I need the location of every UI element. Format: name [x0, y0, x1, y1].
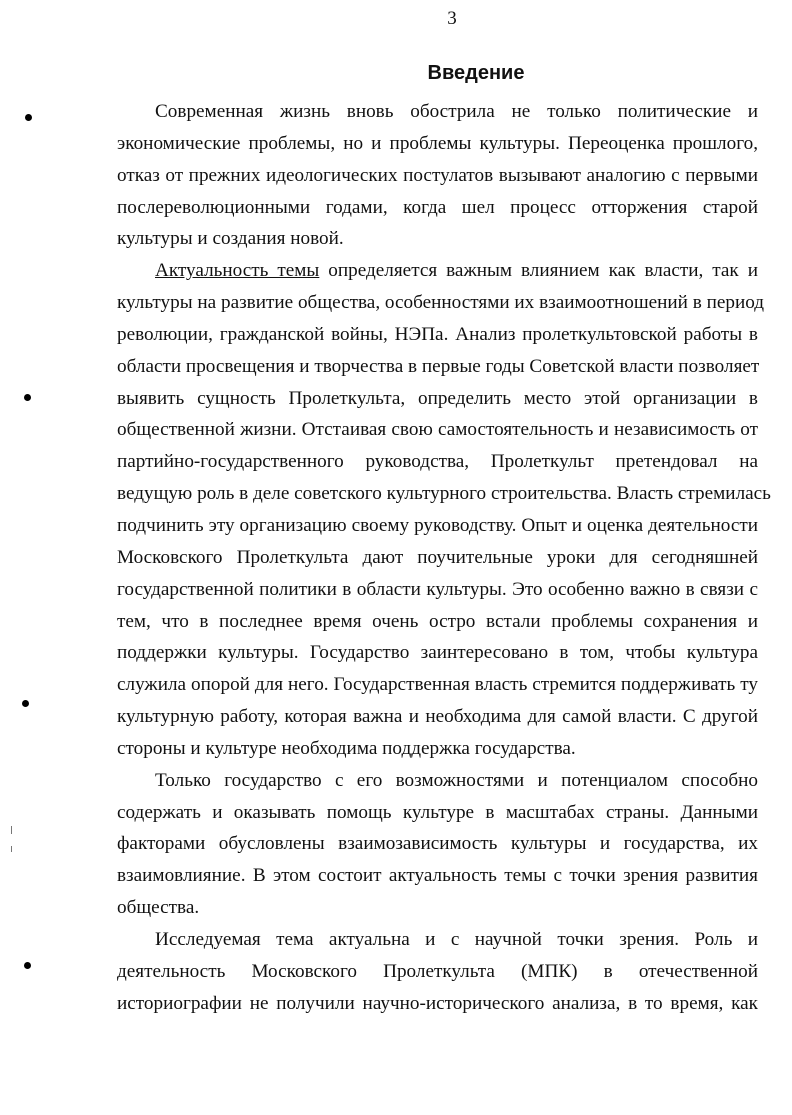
paragraph-relevance [117, 255, 771, 765]
text-line: тем, что в последнее время очень остро встали проблемы сохранения и [117, 610, 758, 632]
text-line: отказ от прежних идеологических постулатов вызывают аналогию с первыми [117, 164, 758, 186]
text-line: общества. [117, 897, 200, 919]
text-line [117, 255, 758, 287]
margin-bullet-icon [24, 962, 31, 969]
text-line: культуры на развитие общества, особенностями их взаимоотношений в период [117, 292, 765, 314]
text-line: государственной политики в области культуры. Это особенно важно в связи с [117, 578, 758, 600]
text-line: области просвещения и творчества в первые годы Советской власти позволяет [117, 355, 760, 377]
page-heading: Введение [427, 62, 525, 84]
paragraph-scientific [117, 924, 758, 1020]
paragraph-state-role [117, 765, 758, 924]
text-line: содержать и оказывать помощь культуре в масштабах страны. Данными [117, 801, 758, 823]
text-line: Современная жизнь вновь обострила не только политические и [155, 101, 758, 122]
text-line: поддержки культуры. Государство заинтересовано в том, чтобы культура [117, 642, 758, 664]
text-line: факторами обусловлены взаимозависимость культуры и государства, их [117, 833, 758, 855]
text-line: послереволюционными годами, когда шел процесс отторжения старой [117, 196, 758, 218]
text-line: экономические проблемы, но и проблемы культуры. Переоценка прошлого, [117, 132, 758, 154]
text-line: деятельность Московского Пролеткульта (МПК) в отечественной [117, 960, 758, 982]
text-line: взаимовлияние. В этом состоит актуальность темы с точки зрения развития [117, 865, 758, 887]
text-fragment: определяется важным влиянием как власти, так и [319, 260, 758, 282]
text-line: служила опорой для него. Государственная власть стремится поддерживать ту [117, 674, 758, 696]
text-line: революции, гражданской войны, НЭПа. Анализ пролеткультовской работы в [117, 323, 758, 345]
text-line: общественной жизни. Отстаивая свою самостоятельность и независимость от [117, 419, 758, 441]
text-line: Московского Пролеткульта дают поучительные уроки для сегодняшней [117, 546, 758, 568]
text-line: культуры и создания новой. [117, 228, 344, 250]
body-text [117, 96, 771, 1019]
text-line: подчинить эту организацию своему руководству. Опыт и оценка деятельности [117, 514, 758, 536]
text-line: партийно-государственного руководства, Пролеткульт претендовал на [117, 451, 758, 473]
paragraph-intro [117, 96, 758, 255]
text-line: стороны и культуре необходима поддержка государства. [117, 737, 576, 759]
text-line: Только государство с его возможностями и потенциалом способно [155, 769, 758, 791]
text-line: культурную работу, которая важна и необходима для самой власти. С другой [117, 706, 758, 728]
text-line: ведущую роль в деле советского культурного строительства. Власть стремилась [117, 483, 771, 505]
underlined-term: Актуальность темы [155, 260, 320, 282]
text-line: выявить сущность Пролеткульта, определить место этой организации в [117, 387, 758, 409]
text-line: историографии не получили научно-исторического анализа, в то время, как [117, 992, 758, 1014]
margin-bullet-icon [24, 394, 31, 401]
text-line: Исследуемая тема актуальна и с научной точки зрения. Роль и [155, 928, 758, 950]
margin-bullet-icon [25, 114, 32, 121]
page-number: 3 [447, 8, 457, 29]
margin-bullet-icon [22, 700, 29, 707]
margin-tick-mark [11, 826, 12, 834]
margin-tick-mark [11, 846, 12, 852]
